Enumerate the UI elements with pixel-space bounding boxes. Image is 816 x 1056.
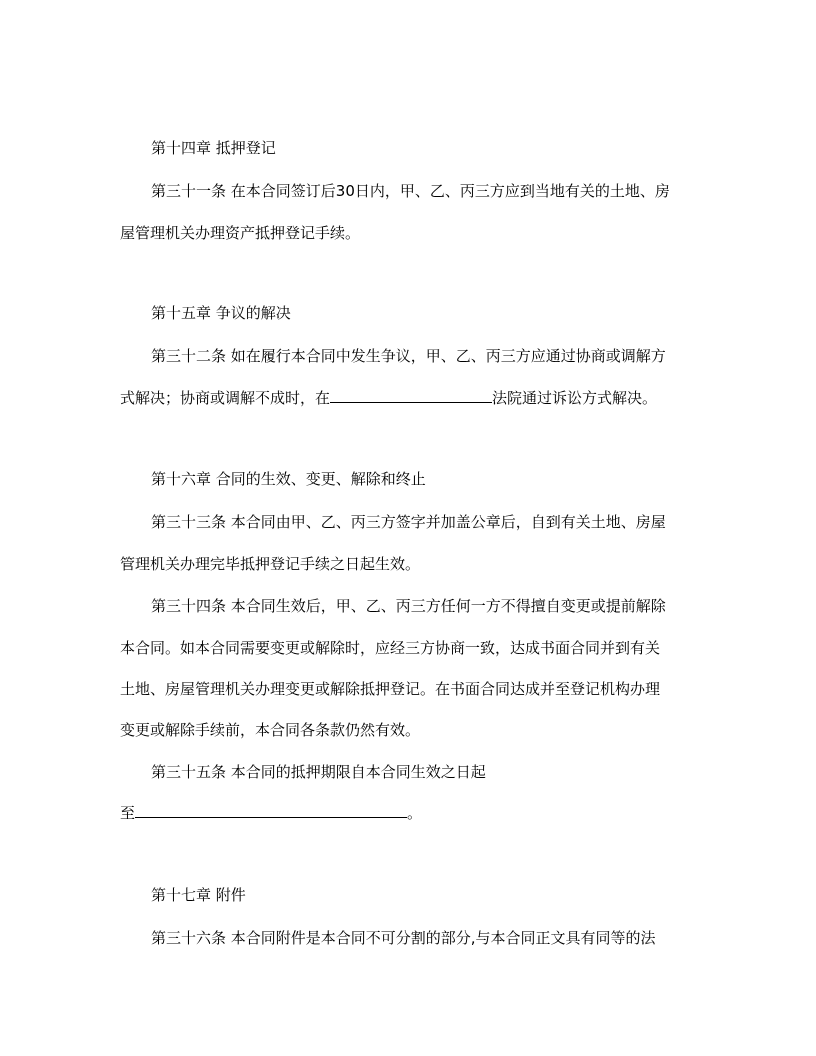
article-32-line-1: 第三十二条 如在履行本合同中发生争议，甲、乙、丙三方应通过协商或调解方 <box>151 347 666 365</box>
court-name-blank[interactable] <box>330 388 492 403</box>
article-34-line-4: 变更或解除手续前，本合同各条款仍然有效。 <box>120 721 421 739</box>
article-35-line-2 <box>120 803 700 823</box>
chapter-14-heading: 第十四章 抵押登记 <box>151 139 276 157</box>
article-36-line-1: 第三十六条 本合同附件是本合同不可分割的部分,与本合同正文具有同等的法 <box>151 929 656 947</box>
article-33-line-1: 第三十三条 本合同由甲、乙、丙三方签字并加盖公章后，自到有关土地、房屋 <box>151 513 666 531</box>
article-35-line-1: 第三十五条 本合同的抵押期限自本合同生效之日起 <box>151 763 486 781</box>
chapter-17-heading: 第十七章 附件 <box>151 886 246 904</box>
chapter-15-heading: 第十五章 争议的解决 <box>151 304 291 322</box>
article-34-line-1: 第三十四条 本合同生效后，甲、乙、丙三方任何一方不得擅自变更或提前解除 <box>151 597 666 615</box>
article-35-text-before-blank: 至 <box>120 804 136 822</box>
article-32-text-after-blank: 法院通过诉讼方式解决。 <box>492 389 658 407</box>
article-34-line-2: 本合同。如本合同需要变更或解除时，应经三方协商一致，达成书面合同并到有关 <box>120 639 661 657</box>
article-35-text-after-blank: 。 <box>407 804 423 822</box>
article-31-line-1: 第三十一条 在本合同签订后30日内，甲、乙、丙三方应到当地有关的土地、房 <box>151 182 670 200</box>
term-end-date-blank[interactable] <box>135 803 407 818</box>
article-32-text-before-blank: 式解决；协商或调解不成时，在 <box>120 389 331 407</box>
article-31-line-2: 屋管理机关办理资产抵押登记手续。 <box>120 224 361 242</box>
chapter-16-heading: 第十六章 合同的生效、变更、解除和终止 <box>151 470 426 488</box>
article-33-line-2: 管理机关办理完毕抵押登记手续之日起生效。 <box>120 555 421 573</box>
article-32-line-2 <box>120 388 700 408</box>
article-34-line-3: 土地、房屋管理机关办理变更或解除抵押登记。在书面合同达成并至登记机构办理 <box>120 680 661 698</box>
